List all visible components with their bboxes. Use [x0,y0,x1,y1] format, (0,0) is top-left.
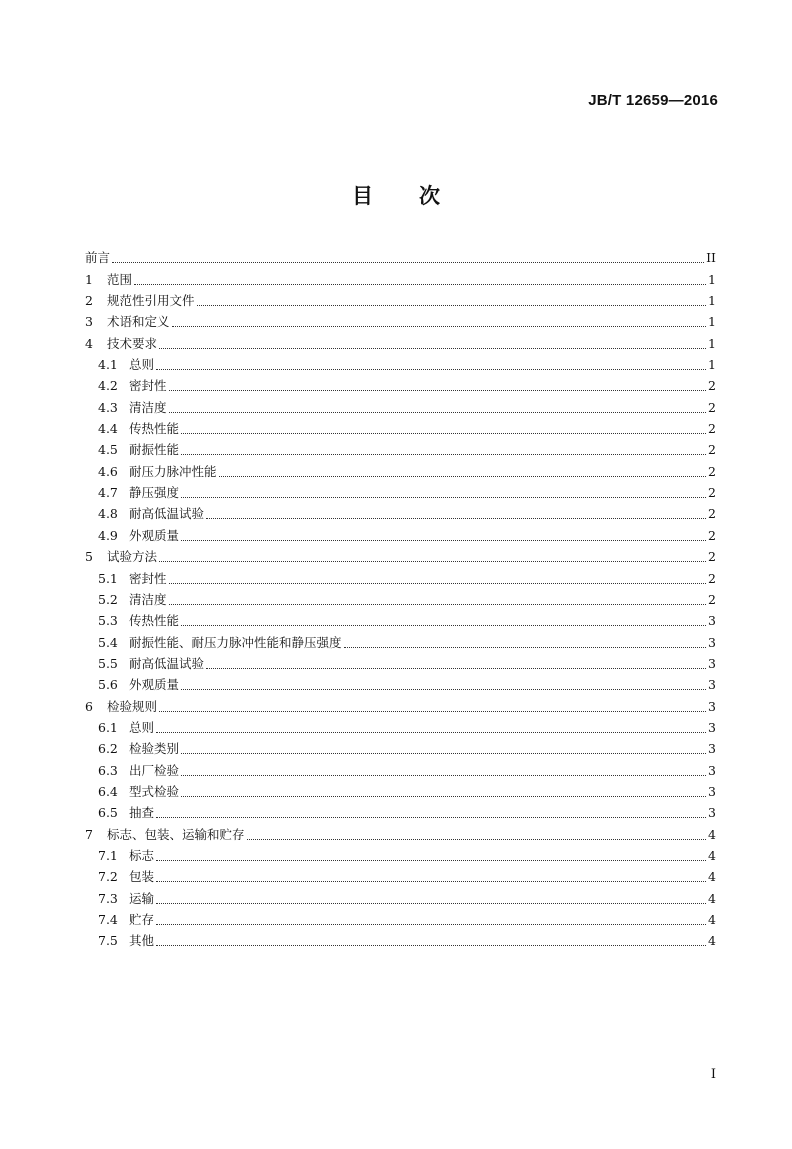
toc-entry[interactable] [85,396,716,417]
dot-leader [156,859,706,861]
toc-entry-page: 1 [708,335,716,351]
toc-entry-label: 清洁度 [129,591,167,607]
dot-leader [159,347,706,349]
toc-entry-label: 密封性 [129,570,167,586]
toc-entry-label: 出厂检验 [129,762,180,778]
toc-entry[interactable] [85,439,716,460]
toc-entry-page: 2 [708,378,716,394]
toc-entry-number: 5 [85,549,93,565]
dot-leader [169,389,706,391]
toc-entry-number: 6 [85,698,93,714]
toc-entry-label: 外观质量 [129,677,180,693]
toc-entry-label: 耐振性能 [129,442,180,458]
toc-entry[interactable] [85,503,716,524]
toc-entry-page: 1 [708,357,716,373]
toc-entry-label: 运输 [129,890,155,906]
toc-entry-number: 4.9 [98,527,118,543]
dot-leader [344,646,706,648]
dot-leader [169,582,706,584]
toc-entry-page: 2 [708,485,716,501]
toc-entry-page: 4 [708,847,716,863]
toc-entry-number: 7.4 [98,912,118,927]
dot-leader [206,517,706,519]
toc-entry[interactable] [85,866,716,887]
toc-entry-page: 1 [708,314,716,330]
toc-entry-page: 2 [708,463,716,479]
dot-leader [181,539,706,541]
toc-entry-label: 密封性 [129,378,167,394]
dot-leader [181,432,706,434]
toc-entry-page: 4 [708,912,716,927]
toc-entry-page: 3 [708,719,716,735]
dot-leader [156,944,706,946]
toc-entry-number: 4.7 [98,485,118,501]
toc-entry-number: 4.6 [98,463,118,479]
standard-code: JB/T 12659—2016 [588,92,718,109]
toc-entry-page: 3 [708,613,716,629]
toc-entry-label: 耐高低温试验 [129,655,205,671]
toc-entry-number: 4.5 [98,442,118,458]
toc-entry-page: 3 [708,741,716,757]
toc-entry[interactable] [85,460,716,481]
toc-entry-number: 7.2 [98,869,118,885]
toc-entry-label: 标志 [129,847,155,863]
toc-entry-page: 4 [708,890,716,906]
toc-entry-page: 2 [708,506,716,522]
toc-entry[interactable] [85,546,716,567]
toc-entry[interactable] [85,247,716,268]
dot-leader [159,560,706,562]
dot-leader [181,795,706,797]
toc-entry[interactable] [85,589,716,610]
toc-entry-number: 6.5 [98,805,118,821]
toc-entry-page: 4 [708,826,716,842]
toc-entry-label: 耐高低温试验 [129,506,205,522]
dot-leader [156,902,706,904]
toc-entry-label: 耐压力脉冲性能 [129,463,217,479]
toc-entry-label: 检验规则 [107,698,158,714]
toc-entry-page: 3 [708,634,716,650]
dot-leader [134,283,706,285]
toc-entry-label: 检验类别 [129,741,180,757]
toc-entry-number: 6.3 [98,762,118,778]
dot-leader [181,688,706,690]
toc-entry-number: 5.2 [98,591,118,607]
toc-entry-label: 静压强度 [129,485,180,501]
dot-leader [181,624,706,626]
toc-entry[interactable] [85,268,716,289]
toc-entry-number: 4.3 [98,399,118,415]
dot-leader [206,667,706,669]
toc-entry-label: 传热性能 [129,421,180,437]
toc-entry-label: 耐振性能、耐压力脉冲性能和静压强度 [129,634,342,650]
toc-entry[interactable] [85,418,716,439]
toc-entry-number: 3 [85,314,93,330]
toc-entry-label: 总则 [129,719,155,735]
toc-entry[interactable] [85,823,716,844]
toc-entry-page: 2 [708,399,716,415]
toc-entry-label: 试验方法 [107,549,158,565]
toc-entry[interactable] [85,695,716,716]
dot-leader [181,453,706,455]
toc-list [85,247,716,951]
dot-leader [156,923,706,925]
toc-entry[interactable] [85,290,716,311]
toc-entry[interactable] [85,482,716,503]
toc-entry-page: 1 [708,293,716,309]
toc-entry[interactable] [85,759,716,780]
toc-entry-label: 范围 [107,271,133,287]
toc-entry-label: 清洁度 [129,399,167,415]
toc-entry-label: 型式检验 [129,783,180,799]
toc-entry-number: 4.2 [98,378,118,394]
toc-entry[interactable] [85,653,716,674]
toc-entry-label: 贮存 [129,912,155,927]
toc-entry-number: 6.2 [98,741,118,757]
toc-entry-number: 4.8 [98,506,118,522]
toc-entry[interactable] [85,887,716,908]
toc-entry-page: 3 [708,698,716,714]
toc-entry-number: 2 [85,293,93,309]
toc-entry[interactable] [85,738,716,759]
dot-leader [156,816,706,818]
toc-entry-page: 2 [708,442,716,458]
toc-entry-page: 3 [708,783,716,799]
toc-entry-page: II [706,250,716,266]
toc-entry-number: 7.3 [98,890,118,906]
toc-entry[interactable] [85,802,716,823]
toc-entry[interactable] [85,567,716,588]
toc-entry-number: 5.5 [98,655,118,671]
toc-entry[interactable] [85,909,716,930]
toc-entry[interactable] [85,610,716,631]
toc-entry-page: 3 [708,655,716,671]
toc-entry-page: 3 [708,805,716,821]
dot-leader [247,838,706,840]
toc-entry-page: 2 [708,549,716,565]
toc-entry-label: 技术要求 [107,335,158,351]
toc-title [0,180,792,210]
toc-entry-number: 1 [85,271,93,287]
toc-entry-number: 4.4 [98,421,118,437]
dot-leader [156,880,706,882]
toc-entry[interactable] [85,354,716,375]
toc-entry-number: 6.4 [98,783,118,799]
dot-leader [156,368,706,370]
dot-leader [197,304,706,306]
toc-title-char-1: 目 [352,184,373,208]
toc-entry-label: 包装 [129,869,155,885]
toc-entry-label: 抽查 [129,805,155,821]
dot-leader [181,774,706,776]
toc-entry-number: 4.1 [98,357,118,373]
dot-leader [181,496,706,498]
toc-entry-label: 规范性引用文件 [107,293,195,309]
toc-entry-number: 7.1 [98,847,118,863]
toc-entry-page: 3 [708,677,716,693]
toc-entry[interactable] [85,674,716,695]
toc-entry-page: 3 [708,762,716,778]
dot-leader [159,710,706,712]
toc-entry-number: 5.1 [98,570,118,586]
dot-leader [172,325,706,327]
toc-entry[interactable] [85,845,716,866]
toc-entry[interactable] [85,930,716,951]
toc-entry-label: 总则 [129,357,155,373]
toc-entry[interactable] [85,781,716,802]
dot-leader [112,261,704,263]
toc-entry-label: 前言 [85,250,111,266]
toc-entry-label: 外观质量 [129,527,180,543]
toc-entry-number: 7.5 [98,933,118,949]
toc-entry-number: 5.4 [98,634,118,650]
toc-entry-page: 4 [708,869,716,885]
toc-entry-page: 1 [708,271,716,287]
toc-entry-label: 传热性能 [129,613,180,629]
toc-entry-label: 术语和定义 [107,314,170,330]
toc-entry-page: 2 [708,527,716,543]
toc-entry-number: 5.6 [98,677,118,693]
dot-leader [156,731,706,733]
dot-leader [181,752,706,754]
page-number: I [710,1067,716,1082]
toc-entry-number: 4 [85,335,93,351]
toc-entry-page: 4 [708,933,716,949]
dot-leader [169,603,706,605]
toc-entry[interactable] [85,717,716,738]
toc-entry[interactable] [85,375,716,396]
toc-entry[interactable] [85,311,716,332]
toc-entry-number: 5.3 [98,613,118,629]
toc-title-char-2: 次 [419,184,440,208]
toc-entry-page: 2 [708,570,716,586]
toc-entry-number: 7 [85,826,93,842]
toc-entry-number: 6.1 [98,719,118,735]
toc-entry[interactable] [85,631,716,652]
dot-leader [219,475,706,477]
dot-leader [169,411,706,413]
toc-entry-label: 标志、包装、运输和贮存 [107,826,245,842]
toc-entry[interactable] [85,524,716,545]
toc-entry-page: 2 [708,591,716,607]
toc-entry-page: 2 [708,421,716,437]
toc-entry[interactable] [85,332,716,353]
toc-entry-label: 其他 [129,933,155,949]
